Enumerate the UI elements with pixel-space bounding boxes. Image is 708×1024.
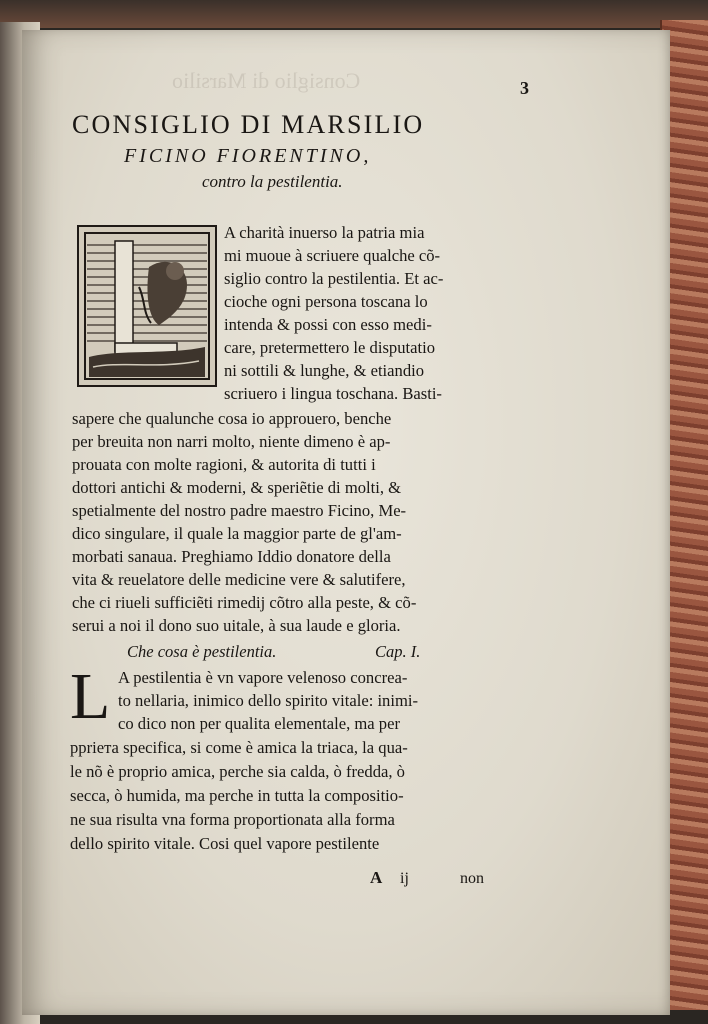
text-line: A charità inuerso la patria mia bbox=[224, 223, 425, 242]
text-line: intenda & possi con esso medi- bbox=[224, 315, 432, 334]
text-line: siglio contro la pestilentia. Et ac- bbox=[224, 269, 444, 288]
text-line: vita & reuelatore delle medicine vere & salutifere, bbox=[72, 570, 406, 589]
text-line: sapere che qualunche cosa io approuero, benche bbox=[72, 409, 392, 428]
page-number: 3 bbox=[520, 78, 529, 98]
text-line: prouata con molte ragioni, & autorita di tutti i bbox=[72, 455, 376, 474]
chapter-heading bbox=[127, 642, 517, 664]
signature-letter: A bbox=[370, 868, 383, 887]
text-line: ppriета specifica, si come è amica la triaca, la qua- bbox=[70, 738, 408, 757]
show-through-text: Consiglio di Marsilio bbox=[172, 68, 361, 93]
text-line: dottori antichi & moderni, & speriẽtie di molti, & bbox=[72, 478, 402, 497]
text-line: morbati sanaua. Preghiamo Iddio donatore della bbox=[72, 547, 391, 566]
book-page bbox=[22, 30, 670, 1015]
catchword: non bbox=[460, 870, 484, 887]
chapter-title: Che cosa è pestilentia. bbox=[127, 642, 277, 661]
text-line: ne sua risulta vna forma proportionata alla forma bbox=[70, 810, 395, 829]
text-line: le nõ è proprio amica, perche sia calda, ò fredda, ò bbox=[70, 762, 405, 781]
text-line: spetialmente del nostro padre maestro Ficino, Me- bbox=[72, 501, 407, 520]
text-line: che ci riueli sufficiẽti rimedij cõtro alla peste, & cõ- bbox=[72, 593, 417, 612]
text-line: serui a noi il dono suo uitale, à sua laude e gloria. bbox=[72, 616, 401, 635]
text-line: ni sottili & lunghe, & etiandio bbox=[224, 361, 425, 380]
text-line: scriuero i lingua toschana. Basti- bbox=[224, 384, 442, 403]
page-heading-line: contro la pestilentia. bbox=[202, 172, 343, 191]
text-line: co dico non per qualita elementale, ma per bbox=[118, 714, 400, 733]
text-line: to nellaria, inimico dello spirito vitale: inimi- bbox=[118, 691, 419, 710]
text-line: mi muoue à scriuere qualche cõ- bbox=[224, 246, 441, 265]
page-title: CONSIGLIO DI MARSILIO bbox=[72, 110, 425, 139]
page-subtitle: FICINO FIORENTINO, bbox=[124, 145, 372, 167]
text-line: cioche ogni persona toscana lo bbox=[224, 292, 428, 311]
text-line: dico singulare, il quale la maggior parte de gl'am- bbox=[72, 524, 402, 543]
text-line: secca, ò humida, ma perche in tutta la compositio- bbox=[70, 786, 404, 805]
book-cover-top bbox=[0, 0, 708, 28]
text-line: care, pretermettero le disputatio bbox=[224, 338, 436, 357]
text-line: per breuita non narri molto, niente dimeno è ap- bbox=[72, 432, 391, 451]
text-line: dello spirito vitale. Cosi quel vapore pestilente bbox=[70, 834, 380, 853]
decorated-initial-icon bbox=[77, 225, 217, 387]
signature-mark: ij bbox=[400, 870, 409, 887]
chapter-number: Cap. I. bbox=[375, 642, 421, 661]
drop-cap-letter: L bbox=[70, 660, 111, 733]
text-line: A pestilentia è vn vapore velenoso concrea- bbox=[118, 668, 408, 687]
